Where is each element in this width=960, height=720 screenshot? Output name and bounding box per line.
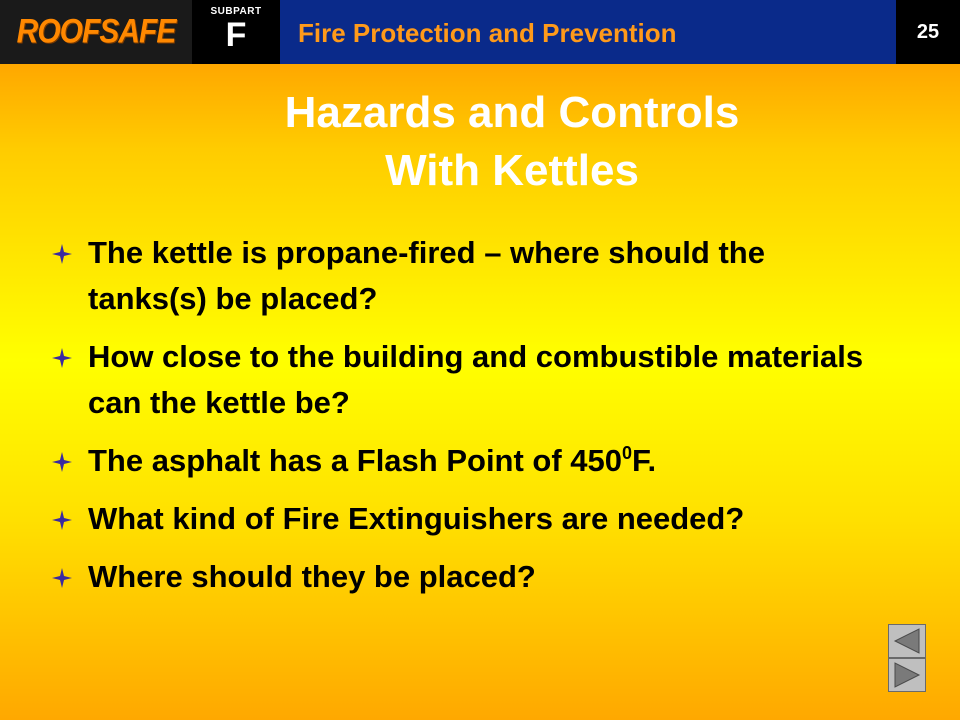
degree-superscript: 0	[622, 443, 633, 463]
subpart-letter: F	[225, 16, 247, 54]
bullet-list	[52, 230, 892, 612]
four-point-star-icon	[52, 568, 72, 588]
bullet-text: The kettle is propane-fired – where should the tanks(s) be placed?	[88, 235, 765, 316]
header-title: Fire Protection and Prevention	[298, 18, 677, 48]
slide-title	[0, 84, 960, 200]
four-point-star-icon	[52, 244, 72, 264]
bullet-item	[52, 554, 892, 600]
next-slide-button[interactable]	[888, 658, 926, 692]
four-point-star-icon	[52, 510, 72, 530]
previous-slide-button[interactable]	[888, 624, 926, 658]
triangle-left-icon	[889, 625, 925, 657]
bullet-text: Where should they be placed?	[88, 559, 536, 594]
bullet-text: The asphalt has a Flash Point of 450	[88, 443, 623, 478]
bullet-text: How close to the building and combustible materials can the kettle be?	[88, 339, 864, 420]
subpart-label: SUBPART	[210, 6, 262, 17]
roofsafe-logo: ROOFSAFE	[16, 12, 176, 51]
header-bar	[0, 0, 960, 64]
triangle-right-icon	[889, 659, 925, 691]
bullet-text-suffix: F.	[632, 443, 657, 478]
subpart-box	[192, 0, 280, 64]
bullet-item	[52, 230, 892, 322]
bullet-item	[52, 334, 892, 426]
page-number: 25	[896, 0, 960, 64]
bullet-item	[52, 496, 892, 542]
bullet-text: What kind of Fire Extinguishers are needed?	[88, 501, 745, 536]
slide-title-line2: With Kettles	[385, 146, 639, 195]
four-point-star-icon	[52, 452, 72, 472]
logo-box	[0, 0, 192, 64]
four-point-star-icon	[52, 348, 72, 368]
slide-title-line1: Hazards and Controls	[284, 88, 740, 137]
bullet-item	[52, 438, 892, 484]
